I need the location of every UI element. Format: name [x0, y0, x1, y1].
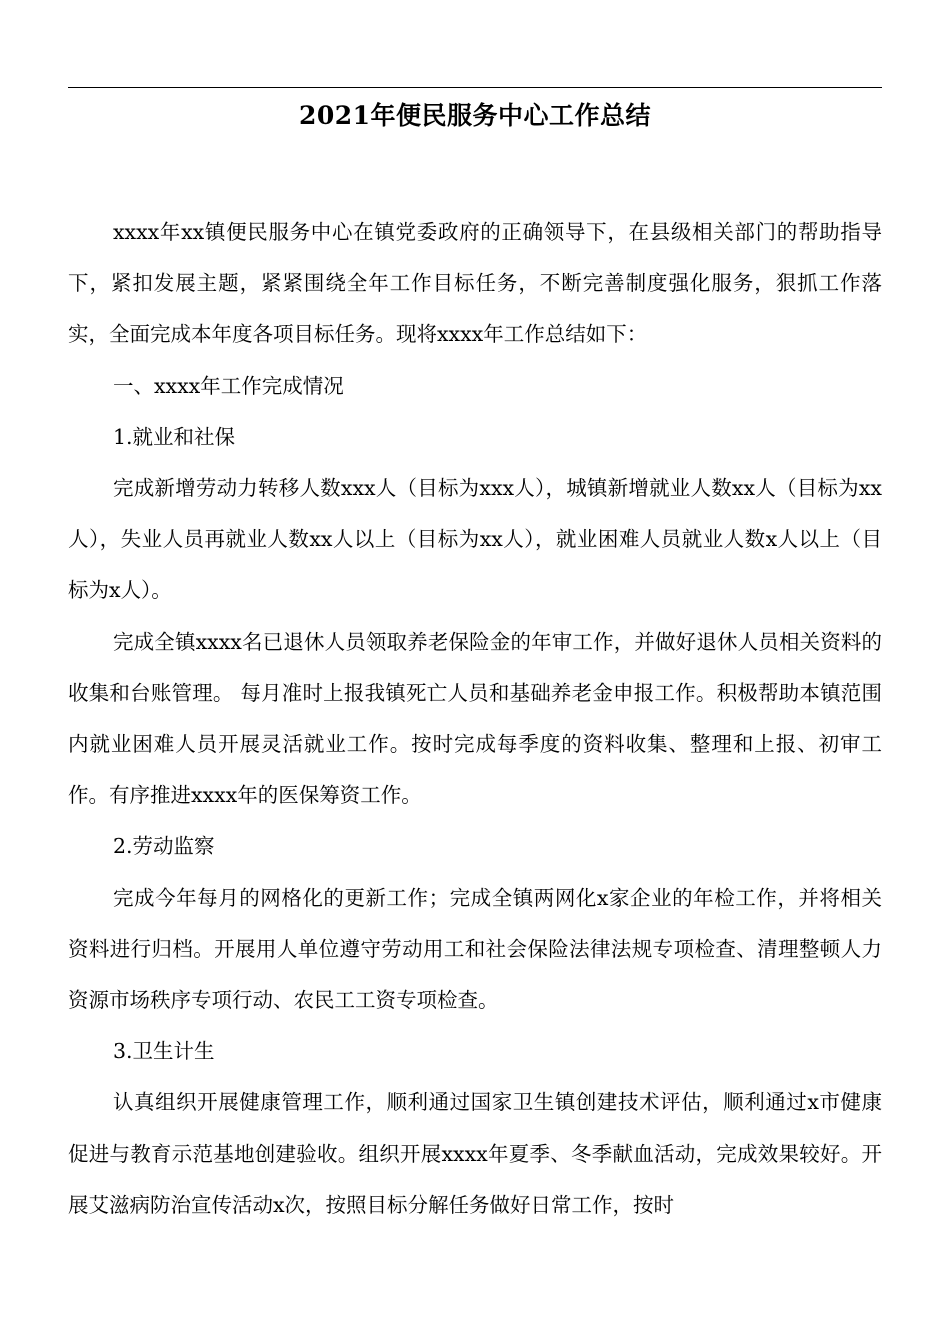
document-title: 2021年便民服务中心工作总结 — [298, 101, 652, 130]
header-rule — [68, 87, 882, 88]
employment-paragraph: 完成新增劳动力转移人数xxx人（目标为xxx人），城镇新增就业人数xx人（目标为xx人），失业人员再就业人数xx人以上（目标为xx人），就业困难人员就业人数x人以上（目标为x人）。 — [68, 476, 882, 603]
pension-paragraph: 完成全镇xxxx名已退休人员领取养老保险金的年审工作，并做好退休人员相关资料的收集和台账管理。 每月准时上报我镇死亡人员和基础养老金申报工作。积极帮助本镇范围内就业困难人员开展灵活就业工作。按时完成每季度的资料收集、整理和上报、初审工作。有序推进xxxx年的医保筹资工作。 — [68, 629, 882, 808]
health-paragraph: 认真组织开展健康管理工作，顺利通过国家卫生镇创建技术评估，顺利通过x市健康促进与教育示范基地创建验收。组织开展xxxx年夏季、冬季献血活动，完成效果较好。开展艾滋病防治宣传活动x次，按照目标分解任务做好日常工作，按时 — [68, 1090, 882, 1217]
subsection-heading-health: 3.卫生计生 — [113, 1039, 215, 1064]
intro-paragraph: xxxx年xx镇便民服务中心在镇党委政府的正确领导下，在县级相关部门的帮助指导下，紧扣发展主题，紧紧围绕全年工作目标任务，不断完善制度强化服务，狠抓工作落实，全面完成本年度各项目标任务。现将xxxx年工作总结如下： — [68, 220, 882, 347]
labor-paragraph: 完成今年每月的网格化的更新工作；完成全镇两网化x家企业的年检工作，并将相关资料进行归档。开展用人单位遵守劳动用工和社会保险法律法规专项检查、清理整顿人力资源市场秩序专项行动、农民工工资专项检查。 — [68, 885, 882, 1013]
subsection-heading-labor: 2.劳动监察 — [113, 834, 215, 859]
section-heading-1: 一、xxxx年工作完成情况 — [113, 373, 344, 398]
subsection-heading-employment: 1.就业和社保 — [113, 424, 236, 449]
document-body — [68, 207, 882, 1231]
